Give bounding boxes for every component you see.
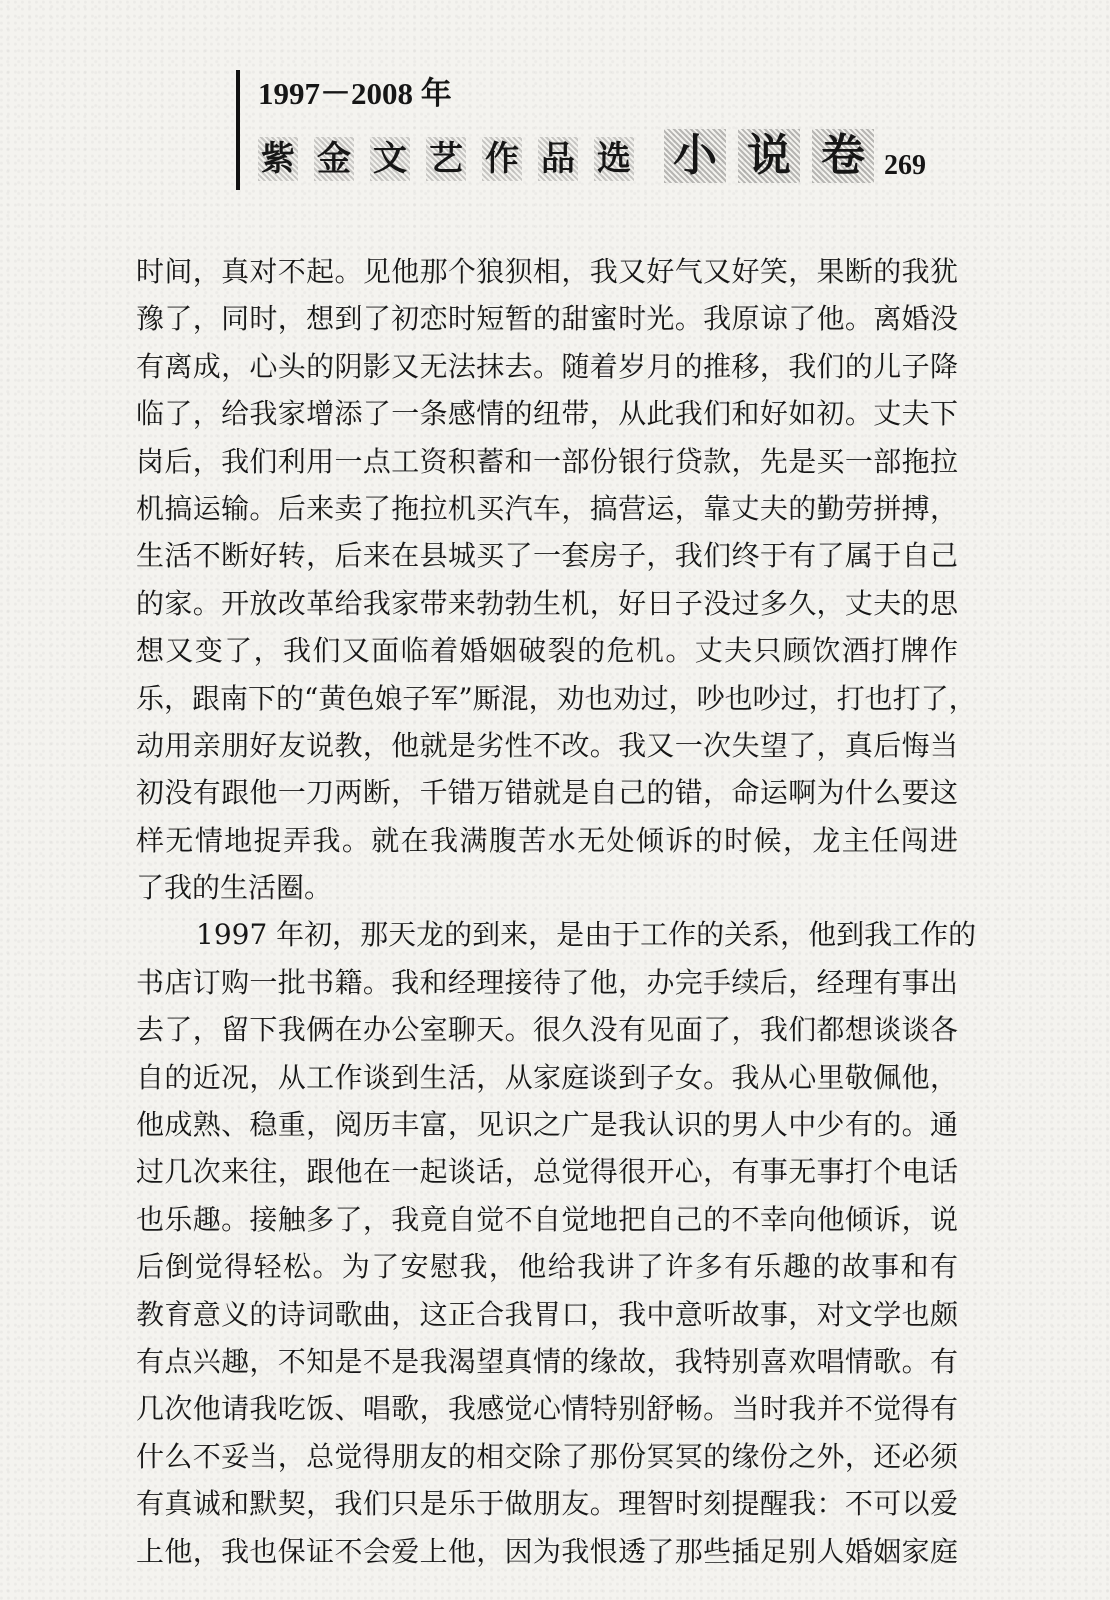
series-char: 艺: [426, 137, 466, 181]
series-char: 紫: [258, 137, 298, 181]
text-line: 过几次来往，跟他在一起谈话，总觉得很开心，有事无事打个电话: [136, 1155, 958, 1189]
body-text: [136, 248, 977, 1575]
text-line: 上他，我也保证不会爱上他，因为我恨透了那些插足别人婚姻家庭: [136, 1534, 958, 1568]
text-line: 什么不妥当，总觉得朋友的相交除了那份冥冥的缘份之外，还必须: [136, 1439, 958, 1473]
text-line: 了我的生活圈。: [136, 871, 333, 905]
text-line: 初没有跟他一刀两断，千错万错就是自己的错，命运啊为什么要这: [136, 776, 958, 810]
series-char: 作: [482, 137, 522, 181]
series-char: 品: [538, 137, 578, 181]
header-rule: [236, 70, 240, 190]
text-line: 有离成，心头的阴影又无法抹去。随着岁月的推移，我们的儿子降: [136, 349, 958, 383]
text-line: 豫了，同时，想到了初恋时短暂的甜蜜时光。我原谅了他。离婚没: [136, 302, 958, 336]
text-line: 自的近况，从工作谈到生活，从家庭谈到子女。我从心里敬佩他，: [136, 1060, 958, 1094]
text-line: 时间，真对不起。见他那个狼狈相，我又好气又好笑，果断的我犹: [136, 255, 958, 288]
text-line: 生活不断好转，后来在县城买了一套房子，我们终于有了属于自己: [136, 539, 958, 573]
text-line: 后倒觉得轻松。为了安慰我，他给我讲了许多有乐趣的故事和有: [136, 1250, 958, 1284]
text-line: 1997 年初，那天龙的到来，是由于工作的关系，他到我工作的: [196, 918, 977, 952]
volume-char: 小: [664, 129, 726, 183]
text-line: 去了，留下我俩在办公室聊天。很久没有见面了，我们都想谈谈各: [136, 1013, 958, 1047]
series-title: [258, 130, 650, 188]
volume-title: [664, 128, 886, 184]
text-line: 也乐趣。接触多了，我竟自觉不自觉地把自己的不幸向他倾诉，说: [136, 1202, 958, 1236]
volume-char: 说: [738, 129, 800, 183]
text-line: 有点兴趣，不知是不是我渴望真情的缘故，我特别喜欢唱情歌。有: [136, 1344, 958, 1378]
text-line: 教育意义的诗词歌曲，这正合我胃口，我中意听故事，对文学也颇: [136, 1297, 958, 1331]
text-line: 的家。开放改革给我家带来勃勃生机，好日子没过多久，丈夫的思: [136, 586, 958, 620]
text-line: 他成熟、稳重，阅历丰富，见识之广是我认识的男人中少有的。通: [136, 1108, 958, 1142]
volume-char: 卷: [812, 129, 874, 183]
header-years: 1997－2008 年: [258, 76, 452, 111]
series-char: 文: [370, 137, 410, 181]
text-line: 机搞运输。后来卖了拖拉机买汽车，搞营运，靠丈夫的勤劳拼搏，: [136, 491, 958, 525]
text-line: 想又变了，我们又面临着婚姻破裂的危机。丈夫只顾饮酒打牌作: [136, 634, 958, 668]
text-line: 书店订购一批书籍。我和经理接待了他，办完手续后，经理有事出: [136, 965, 958, 999]
text-line: 有真诚和默契，我们只是乐于做朋友。理智时刻提醒我：不可以爱: [136, 1487, 958, 1521]
text-line: 岗后，我们利用一点工资积蓄和一部份银行贷款，先是买一部拖拉: [136, 444, 958, 478]
text-line: 动用亲朋好友说教，他就是劣性不改。我又一次失望了，真后悔当: [136, 728, 958, 762]
page-number: 269: [884, 150, 926, 181]
text-line: 几次他请我吃饭、唱歌，我感觉心情特别舒畅。当时我并不觉得有: [136, 1392, 958, 1426]
text-line: 乐，跟南下的“黄色娘子军”厮混，劝也劝过，吵也吵过，打也打了，: [136, 681, 977, 715]
text-line: 样无情地捉弄我。就在我满腹苦水无处倾诉的时候，龙主任闯进: [136, 823, 958, 857]
series-char: 金: [314, 137, 354, 181]
series-char: 选: [594, 137, 634, 181]
text-line: 临了，给我家增添了一条感情的纽带，从此我们和好如初。丈夫下: [136, 397, 958, 431]
